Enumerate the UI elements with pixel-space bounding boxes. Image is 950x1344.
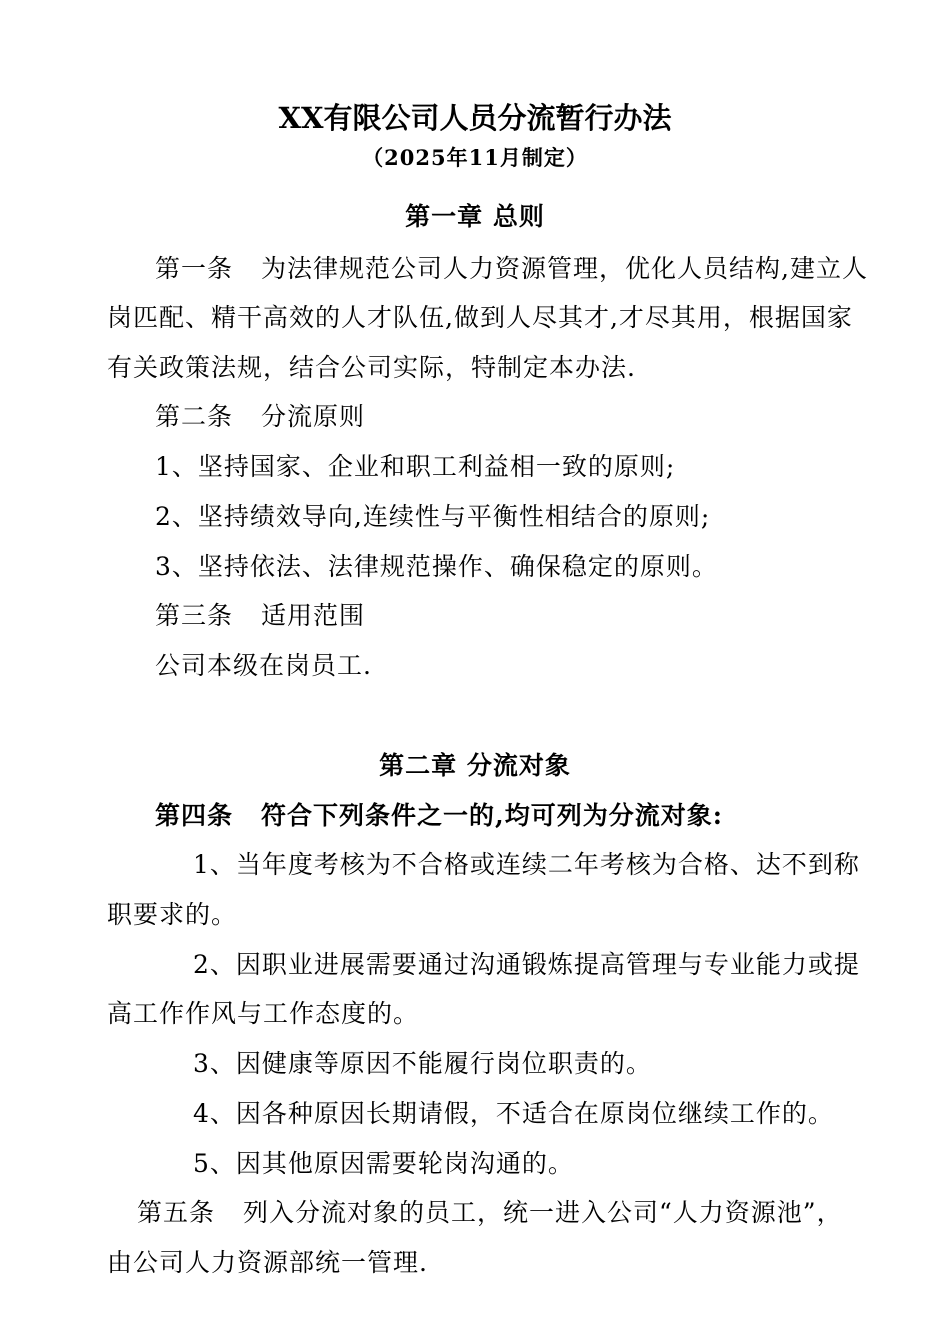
article-5-text: 列入分流对象的员工，统一进入公司“人力资源池”， xyxy=(243,1198,843,1227)
article-1-text: 为法律规范公司人力资源管理，优化人员结构,建立人 xyxy=(261,254,868,283)
article-5-line-2: 由公司人力资源部统一管理. xyxy=(107,1248,428,1277)
condition-2-line-1: 2、因职业进展需要通过沟通锻炼提高管理与专业能力或提 xyxy=(193,950,860,979)
article-2-title: 分流原则 xyxy=(261,402,366,431)
chapter-1-heading: 第一章 总则 xyxy=(405,202,545,231)
article-3-title: 适用范围 xyxy=(261,601,366,630)
article-1-line-2: 岗匹配、精干高效的人才队伍,做到人尽其才,才尽其用，根据国家 xyxy=(107,303,853,332)
principle-3: 3、坚持依法、法律规范操作、确保稳定的原则。 xyxy=(155,552,718,581)
chapter-2-heading: 第二章 分流对象 xyxy=(379,751,571,780)
document-subtitle: （2025年11月制定） xyxy=(362,145,588,170)
article-4-line xyxy=(155,801,723,831)
document-title: XX有限公司人员分流暂行办法 xyxy=(278,101,672,135)
condition-1-line-1: 1、当年度考核为不合格或连续二年考核为合格、达不到称 xyxy=(193,850,860,879)
principle-1: 1、坚持国家、企业和职工利益相一致的原则; xyxy=(155,452,676,481)
condition-1-line-2: 职要求的。 xyxy=(107,900,238,929)
article-5-label: 第五条 xyxy=(137,1198,216,1227)
article-3-label: 第三条 xyxy=(155,601,234,630)
article-4-label: 第四条 xyxy=(155,801,234,830)
article-2-label: 第二条 xyxy=(155,402,234,431)
condition-4: 4、因各种原因长期请假，不适合在原岗位继续工作的。 xyxy=(193,1099,834,1128)
condition-3: 3、因健康等原因不能履行岗位职责的。 xyxy=(193,1049,652,1078)
condition-5: 5、因其他原因需要轮岗沟通的。 xyxy=(193,1149,574,1178)
condition-2-line-2: 高工作作风与工作态度的。 xyxy=(107,999,420,1028)
article-1-line-1 xyxy=(155,254,868,284)
article-1-label: 第一条 xyxy=(155,254,234,283)
article-3-text: 公司本级在岗员工. xyxy=(155,651,372,680)
article-1-line-3: 有关政策法规，结合公司实际，特制定本办法. xyxy=(107,353,636,382)
article-4-text: 符合下列条件之一的,均可列为分流对象: xyxy=(261,801,723,830)
article-3-heading xyxy=(155,601,365,631)
article-5-line-1 xyxy=(137,1198,843,1228)
article-2-heading xyxy=(155,402,365,432)
principle-2: 2、坚持绩效导向,连续性与平衡性相结合的原则; xyxy=(155,502,711,531)
